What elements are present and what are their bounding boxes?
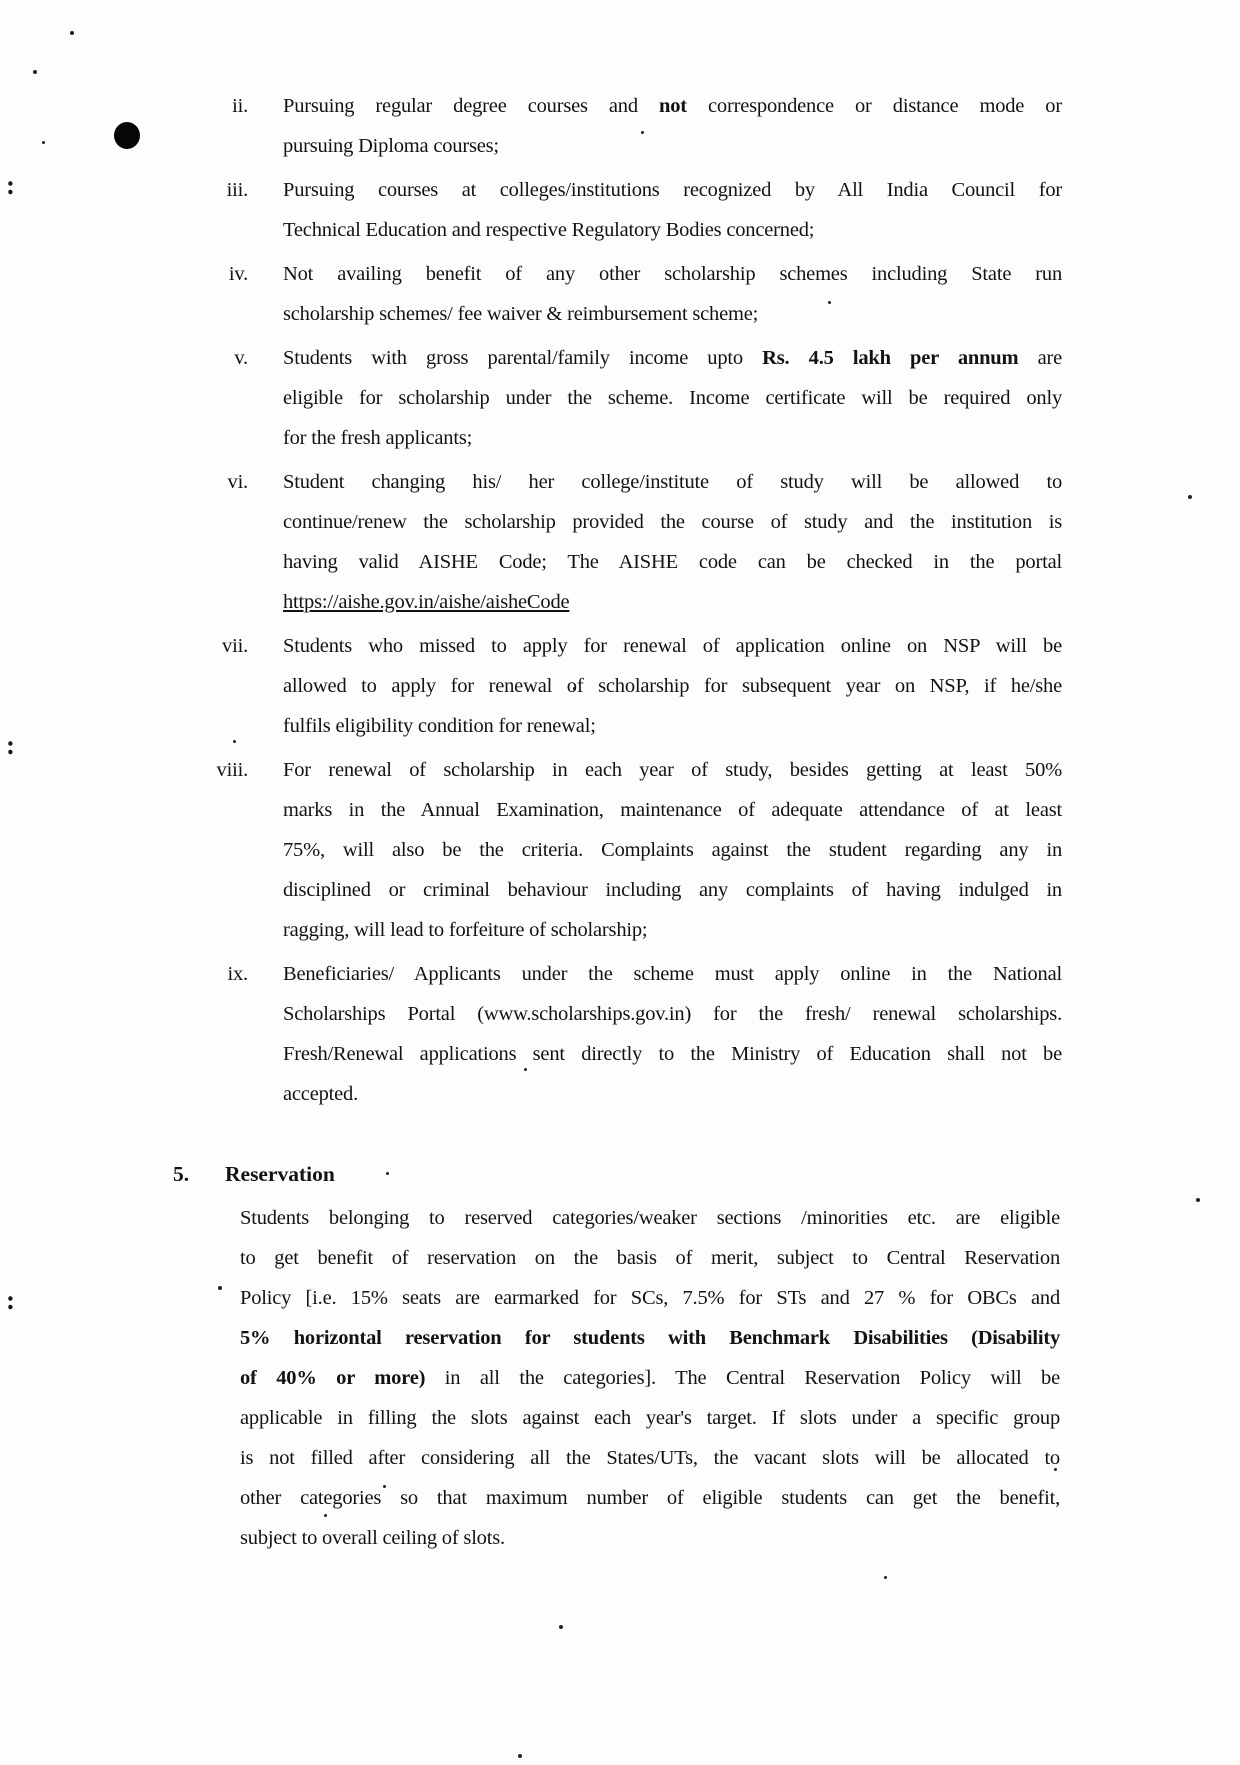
text-line: [240, 1438, 1060, 1478]
eligibility-conditions-list: [0, 86, 1062, 1118]
text-line: [283, 338, 1062, 378]
scan-speck: [33, 70, 37, 74]
list-item-text: [283, 750, 1062, 950]
list-item: [0, 954, 1062, 1114]
section-number: 5.: [173, 1162, 190, 1186]
text-segment: allowed to apply for renewal of scholarship for subsequent year on NSP, if he/she: [283, 675, 1062, 697]
reservation-section: [0, 1154, 1062, 1558]
text-segment: Pursuing courses at colleges/institutions recognized by All India Council for: [283, 179, 1062, 201]
text-segment: For renewal of scholarship in each year of study, besides getting at least 50%: [283, 759, 1062, 781]
text-segment: ragging, will lead to forfeiture of scholarship;: [283, 919, 648, 941]
list-item: [0, 750, 1062, 950]
text-line: [283, 126, 1062, 166]
text-line: [283, 1034, 1062, 1074]
colon-scan-artifact: :: [6, 170, 15, 200]
text-line: [283, 582, 1062, 622]
text-line: [283, 170, 1062, 210]
text-segment: applicable in filling the slots against each year's target. If slots under a specific group: [240, 1407, 1060, 1429]
scan-speck: [884, 1576, 887, 1579]
list-item-number: v.: [234, 347, 248, 369]
text-line: [240, 1318, 1060, 1358]
text-line: [283, 830, 1062, 870]
text-segment: accepted.: [283, 1083, 359, 1105]
text-segment: is not filled after considering all the States/UTs, the vacant slots will be allocated to: [240, 1447, 1060, 1469]
text-segment: continue/renew the scholarship provided the course of study and the institution is: [283, 511, 1062, 533]
text-segment: subject to overall ceiling of slots.: [240, 1527, 505, 1549]
section-title: Reservation: [225, 1162, 335, 1186]
text-line: [283, 254, 1062, 294]
text-line: [283, 706, 1062, 746]
text-line: [283, 86, 1062, 126]
list-item: [0, 86, 1062, 166]
text-segment: 75%, will also be the criteria. Complaints against the student regarding any in: [283, 839, 1062, 861]
text-line: [240, 1238, 1060, 1278]
list-item-text: [283, 626, 1062, 746]
text-segment: in all the categories]. The Central Reservation Policy will be: [425, 1367, 1060, 1389]
text-segment: eligible for scholarship under the scheme. Income certificate will be required only: [283, 387, 1062, 409]
text-line: [283, 954, 1062, 994]
scan-speck: [1196, 1198, 1200, 1202]
text-segment: for the fresh applicants;: [283, 427, 473, 449]
text-segment: Fresh/Renewal applications sent directly to the Ministry of Education shall not be: [283, 1043, 1062, 1065]
text-segment: Student changing his/ her college/institute of study will be allowed to: [283, 471, 1062, 493]
section-heading: [0, 1154, 1062, 1194]
reservation-paragraph: [240, 1198, 1060, 1558]
list-item-text: [283, 86, 1062, 166]
text-line: [283, 418, 1062, 458]
text-segment: Rs. 4.5 lakh per annum: [762, 347, 1019, 369]
text-line: [283, 1074, 1062, 1114]
list-item-number: iv.: [228, 263, 248, 285]
text-segment: having valid AISHE Code; The AISHE code can be checked in the portal: [283, 551, 1062, 573]
text-segment: fulfils eligibility condition for renewal;: [283, 715, 596, 737]
text-line: [283, 378, 1062, 418]
scan-speck: [1188, 495, 1192, 499]
text-segment: Scholarships Portal (www.scholarships.gov.in) for the fresh/ renewal scholarships.: [283, 1003, 1062, 1025]
list-item-text: [283, 954, 1062, 1114]
list-item-text: [283, 462, 1062, 622]
text-segment: Students belonging to reserved categories/weaker sections /minorities etc. are eligible: [240, 1207, 1060, 1229]
text-segment: Technical Education and respective Regulatory Bodies concerned;: [283, 219, 815, 241]
text-line: [240, 1398, 1060, 1438]
text-segment: to get benefit of reservation on the basis of merit, subject to Central Reservation: [240, 1247, 1060, 1269]
list-item-text: [283, 170, 1062, 250]
list-item-number: ix.: [227, 963, 248, 985]
text-segment: Students who missed to apply for renewal of application online on NSP will be: [283, 635, 1062, 657]
colon-scan-artifact: :: [6, 1285, 15, 1315]
list-item: [0, 254, 1062, 334]
text-line: [283, 626, 1062, 666]
list-item-number: vi.: [227, 471, 248, 493]
list-item: [0, 626, 1062, 746]
scan-speck: [70, 31, 74, 35]
list-item-number: ii.: [232, 95, 248, 117]
text-segment: Policy [i.e. 15% seats are earmarked for SCs, 7.5% for STs and 27 % for OBCs and: [240, 1287, 1060, 1309]
text-line: [283, 502, 1062, 542]
text-line: [240, 1278, 1060, 1318]
text-line: [240, 1358, 1060, 1398]
aishe-url-link[interactable]: https://aishe.gov.in/aishe/aisheCode: [283, 591, 570, 613]
list-item: [0, 462, 1062, 622]
text-segment: disciplined or criminal behaviour including any complaints of having indulged in: [283, 879, 1062, 901]
text-segment: scholarship schemes/ fee waiver & reimbursement scheme;: [283, 303, 759, 325]
text-line: [283, 462, 1062, 502]
text-line: [283, 910, 1062, 950]
text-line: [283, 210, 1062, 250]
text-segment: Pursuing regular degree courses and: [283, 95, 660, 117]
list-item-text: [283, 338, 1062, 458]
text-line: [283, 994, 1062, 1034]
text-line: [283, 870, 1062, 910]
text-line: [283, 542, 1062, 582]
text-segment: not: [659, 95, 687, 117]
text-segment: of 40% or more): [240, 1367, 426, 1389]
colon-scan-artifact: :: [6, 730, 15, 760]
text-line: [283, 790, 1062, 830]
list-item-text: [283, 254, 1062, 334]
text-line: [240, 1198, 1060, 1238]
text-line: [240, 1478, 1060, 1518]
text-segment: Beneficiaries/ Applicants under the scheme must apply online in the National: [283, 963, 1062, 985]
text-line: [240, 1518, 1060, 1558]
text-segment: are: [1018, 347, 1062, 369]
text-segment: marks in the Annual Examination, maintenance of adequate attendance of at least: [283, 799, 1062, 821]
text-segment: correspondence or distance mode or: [686, 95, 1062, 117]
list-item: [0, 170, 1062, 250]
text-segment: other categories so that maximum number of eligible students can get the benefit,: [240, 1487, 1060, 1509]
list-item-number: iii.: [226, 179, 248, 201]
scan-speck: [518, 1754, 522, 1758]
text-line: [283, 666, 1062, 706]
list-item: [0, 338, 1062, 458]
scan-speck: [559, 1625, 563, 1629]
text-line: [283, 750, 1062, 790]
text-segment: 5% horizontal reservation for students with Benchmark Disabilities (Disability: [240, 1327, 1060, 1349]
text-line: [283, 294, 1062, 334]
list-item-number: vii.: [222, 635, 248, 657]
text-segment: pursuing Diploma courses;: [283, 135, 499, 157]
text-segment: Students with gross parental/family income upto: [283, 347, 763, 369]
text-segment: Not availing benefit of any other scholarship schemes including State run: [283, 263, 1062, 285]
list-item-number: viii.: [216, 759, 248, 781]
